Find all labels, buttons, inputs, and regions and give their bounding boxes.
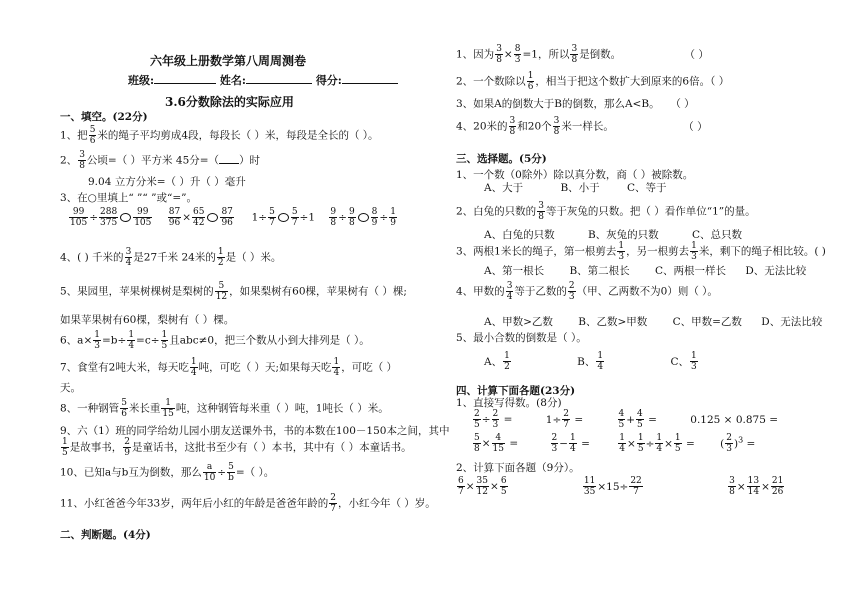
option-a[interactable]: A、大于 — [484, 182, 524, 194]
student-info-row — [128, 72, 398, 88]
class-field[interactable] — [154, 83, 216, 84]
option-a[interactable]: A、甲数>乙数 — [484, 316, 553, 328]
choice-question-4: 4、甲数的 $\frac{3}{4}$ 等于乙数的 $\frac{2}{3}$ （甲、乙两数不为0）则（ ）。 — [456, 281, 718, 302]
choice-options-5 — [484, 351, 699, 372]
judge-question-4: 4、20米的 $\frac{3}{8}$ 和20个 $\frac{3}{8}$ 米一样长。 （ ） — [456, 116, 708, 137]
score-label: 得分: — [315, 74, 342, 87]
option-b[interactable]: B、第二根长 — [569, 265, 630, 277]
fill-question-10: 10、已知a与b互为倒数，那么 $\frac{a}{10}$ ÷ $\frac{5}{b}$ =（ ）。 — [60, 462, 275, 483]
compare-circle[interactable] — [120, 213, 131, 222]
fill-question-5: 5、果园里，苹果树棵树是梨树的 $\frac{5}{12}$ ，如果梨树有60棵，苹果树有（ ）棵; — [60, 281, 407, 302]
option-b[interactable]: B、 $\frac{1}{4}$ — [577, 351, 604, 372]
option-b[interactable]: B、小于 — [560, 182, 600, 194]
choice-options-4 — [484, 314, 822, 329]
section-calc-heading: 四、计算下面各题(23分) — [456, 385, 576, 397]
choice-question-2: 2、白兔的只数的 $\frac{3}{8}$ 等于灰兔的只数。把（ ）看作单位“1”的量。 — [456, 201, 756, 222]
judge-answer-4[interactable]: （ ） — [683, 120, 708, 133]
choice-options-1 — [484, 180, 667, 195]
name-field[interactable] — [246, 83, 312, 84]
fill-question-9: 9、六（1）班的同学给幼儿园小朋友送课外书，书的本数在100－150本之间，其中 — [60, 425, 450, 437]
option-a[interactable]: A、白兔的只数 — [484, 229, 555, 241]
option-c[interactable]: C、 $\frac{1}{3}$ — [670, 351, 697, 372]
judge-question-2: 2、一个数除以 $\frac{1}{6}$ ，相当于把这个数扩大到原来的6倍。（ ） — [456, 71, 730, 92]
option-d[interactable]: D、无法比较 — [745, 265, 807, 277]
option-c[interactable]: C、总只数 — [692, 229, 743, 241]
judge-answer-1[interactable]: （ ） — [684, 48, 709, 61]
fill-question-9b: $\frac{1}{5}$ 是故事书， $\frac{2}{9}$ 是童话书，这批书至少有（ ）本书，其中有（ ）本童话书。 — [62, 437, 412, 458]
name-label: 姓名: — [219, 74, 246, 87]
score-field[interactable] — [342, 83, 398, 84]
option-c[interactable]: C、甲数=乙数 — [672, 316, 742, 328]
fill-question-8: 8、一种钢管 $\frac{5}{6}$ 米长重 $\frac{1}{15}$ 吨，这种钢管每米重（ ）吨，1吨长（ ）米。 — [60, 398, 389, 419]
fill-question-1: 1、把 $\frac{5}{6}$ 米的绳子平均剪成4段，每段长（ ）米，每段是全长的（ ）。 — [60, 125, 379, 146]
choice-question-1: 1、一个数（0除外）除以真分数，商（ ）被除数。 — [456, 169, 694, 181]
calc-sub-2: 2、计算下面各题（9分）。 — [456, 462, 580, 474]
compare-circle[interactable] — [358, 213, 369, 222]
judge-question-1: 1、因为 $\frac{3}{8}$ × $\frac{8}{3}$ =1，所以 $\frac{3}{8}$ 是倒数。 （ ） — [456, 44, 709, 65]
calc-row-2: $\frac{5}{8}$ × $\frac{4}{15}$ = $\frac{2}{3}$ − $\frac{1}{4}$ = $\frac{1}{4}$ × $\frac{1}{5}$ ÷ $\frac{1}{4}$ × $\frac{1}{5}$ = ( $\frac{2}{3}$ )$^3$ = — [474, 433, 756, 454]
choice-question-3: 3、两根1米长的绳子，第一根剪去 $\frac{1}{3}$ ，另一根剪去 $\frac{1}{3}$ 米，剩下的绳子相比较。( ) — [456, 241, 826, 262]
choice-options-3 — [484, 263, 806, 278]
compare-circle[interactable] — [207, 213, 218, 222]
fill-question-6: 6、a× $\frac{1}{3}$ =b÷ $\frac{1}{4}$ =c÷ $\frac{1}{5}$ 且abc≠0，把三个数从小到大排列是（ ）。 — [60, 330, 370, 351]
fill-question-2: 2、 $\frac{3}{8}$ 公顷=（ ）平方米 45分=（ ）时 — [60, 150, 261, 171]
fill-question-11: 11、小红爸爸今年33岁，两年后小红的年龄是爸爸年龄的 $\frac{2}{7}$ ，小红今年（ ）岁。 — [60, 493, 436, 514]
option-a[interactable]: A、第一根长 — [484, 265, 545, 277]
calc-sub-1: 1、直接写得数。(8分) — [456, 397, 562, 409]
compare-circle[interactable] — [278, 213, 289, 222]
fill-question-2b: 9.04 立方分米=（ ）升（ ）毫升 — [88, 176, 246, 188]
judge-answer-3[interactable]: （ ） — [675, 98, 695, 110]
unit-title: 3.6分数除法的实际应用 — [165, 95, 294, 109]
judge-question-3: 3、如果A的倒数大于B的倒数，那么A<B。 （ ） — [456, 98, 695, 110]
option-c[interactable]: C、等于 — [627, 182, 667, 194]
section-judge-heading: 二、判断题。(4分) — [60, 529, 151, 541]
option-a[interactable]: A、 $\frac{1}{2}$ — [484, 351, 510, 372]
option-b[interactable]: B、乙数>甲数 — [578, 316, 648, 328]
calc-row-1: $\frac{2}{5}$ ÷ $\frac{2}{3}$ = 1÷ $\frac{2}{7}$ = $\frac{4}{5}$ + $\frac{4}{5}$ = 0.125 × 0.875 = — [474, 409, 779, 430]
fill-question-4: 4、( ) 千米的 $\frac{3}{4}$ 是27千米 24米的 $\frac{1}{2}$ 是（ ）米。 — [60, 247, 282, 268]
option-d[interactable]: D、无法比较 — [761, 316, 823, 328]
choice-question-5: 5、最小合数的倒数是（ ）。 — [456, 332, 587, 344]
section-choice-heading: 三、选择题。(5分) — [456, 153, 547, 165]
fill-question-5b: 如果苹果树有60棵，梨树有（ ）棵。 — [60, 314, 235, 326]
section-fill-heading: 一、填空。(22分) — [60, 111, 148, 123]
choice-options-2 — [484, 227, 742, 242]
page-title: 六年级上册数学第八周周测卷 — [150, 54, 307, 68]
calc-row-3: $\frac{6}{7}$ × $\frac{35}{12}$ × $\frac{6}{5}$ $\frac{11}{35}$ ×15÷ $\frac{22}{7}$ $\frac{3}{8}$ × $\frac{13}{14}$ × $\frac{21}{26}$ — [458, 476, 784, 497]
fill-question-7b: 天。 — [60, 382, 81, 394]
class-label: 班级: — [128, 74, 155, 87]
fill-question-3: 3、在○里填上“ ”“ ”或“=”。 — [60, 192, 198, 204]
fill-question-7: 7、食堂有2吨大米，每天吃 $\frac{1}{4}$ 吨，可吃（ ）天;如果每天吃 $\frac{1}{4}$ ，可吃（ ） — [60, 357, 398, 378]
compare-row: $\frac{99}{105}$ ÷ $\frac{288}{375}$ $\frac{99}{105}$ $\frac{87}{96}$ × $\frac{65}{42}$ $\frac{87}{96}$ 1÷ $\frac{5}{7}$ $\frac{5}{7}$ ÷1 $\frac{9}{8}$ ÷ $\frac{9}{8}$ $\frac{8}{9}$ ÷ $\frac{1}{9}$ — [70, 207, 396, 228]
option-b[interactable]: B、灰兔的只数 — [587, 229, 659, 241]
option-c[interactable]: C、两根一样长 — [655, 265, 727, 277]
